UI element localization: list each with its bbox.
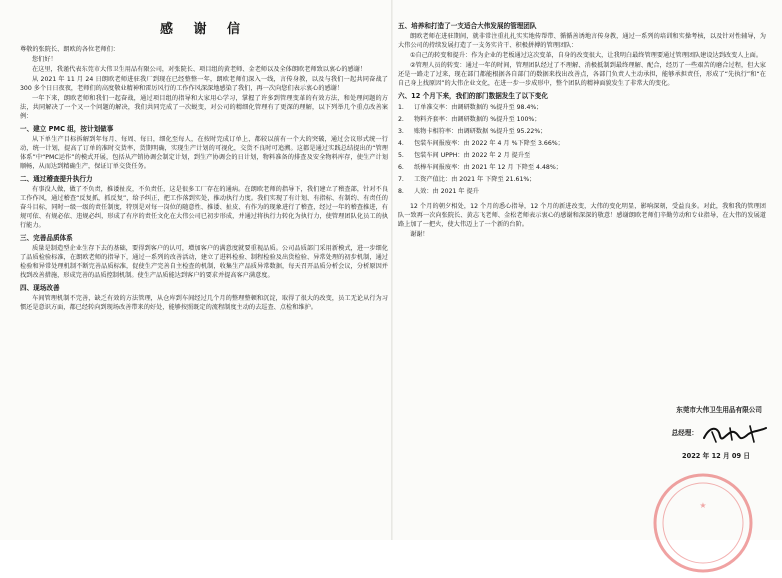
section-5-title: 五、培养和打造了一支适合大伟发展的管理团队 <box>398 22 537 30</box>
section-5-body: 朗欧老师在进驻期间，就非常注重扎扎实实地传帮带、循循善诱地言传身教，通过一系列的培训和实操考核，以及针对性辅导，为大伟公司的持续发展打造了一支务实肯干、积极拼搏的管理团队： <box>398 33 766 49</box>
paragraph-1: 从 2021 年 11 月 24 日朗欧老师进驻我厂到现在已经整整一年，朗欧老师们深入一线，言传身教，以及与我们一起共同奋战了 300 多个日日夜夜，老师们的高度敬业精神和雷厉风行的工作作风深深地感染了我们，再一次向您们表示衷心的感谢！ <box>20 76 388 92</box>
section-4-body: 车间管理机制不完善，缺乏有效的方法管理，从仓库到车间经过几个月的整理整顿和沉淀，取得了很大的改变，员工无论从行为习惯还是意识方面，都已经转向到现场改善带来的好处，能够按照既定的流程制度主动的去巡查、点检和维护。 <box>20 295 388 311</box>
page-fold <box>391 0 393 540</box>
list-item: 8. 人效：由 2021 年 提升 <box>398 188 479 195</box>
svg-text:★: ★ <box>699 501 707 510</box>
section-2-title: 二、通过稽查提升执行力 <box>20 175 93 183</box>
section-5-point-1: ①自己的转变和提升：作为企业的老板通过这次变革，自身的改变很大，让我明白最终管理要通过管理团队建设达到改变人上面。 <box>410 52 763 59</box>
section-1-title: 一、建立 PMC 组，按计划做事 <box>20 125 114 133</box>
list-item: 4. 包装车间报废率：由 2022 年 4 月 %下降至 3.66%； <box>398 140 564 147</box>
section-6-title: 六、12 个月下来，我们的部门数据发生了以下变化 <box>398 92 548 100</box>
section-2-body: 有事没人做，做了不负责，推诿扯皮，不负责任，这是很多工厂存在的通病。在朗欧老师的指导下，我们建立了稽查部，针对不良工作作风，通过稽查“反复抓，抓反复”，给予纠正，把工作落到实处，推动执行力度。我们实现了有计划、有指标、有制约、有责任的奋斗目标，同时一级一级的责任制度，特别是对每一岗位的随意性、推诿、扯皮、有作为的现象进行了稽查，经过一年的稽查推进，有规可依、有规必依、违规必纠，形成了有序的责任文化在大伟公司已初步形成，并通过将执行力转化为执行力，使管理团队化员工的执行能力。 <box>20 186 388 229</box>
general-manager-label: 总经理： <box>671 429 698 437</box>
paragraph-2: 一年下来，朗欧老师和我们一起奋战，通过项目组的指导和大家用心学习，掌握了许多到管理变革的有效方法，和处理问题的方法，共同解决了一个又一个问题的解决，我们共同完成了一次蜕变，对公司的精细化管理有了更深的理解，以下列举几个重点改善案例： <box>20 95 388 120</box>
date: 2022 年 12 月 09 日 <box>682 452 750 460</box>
intro-paragraph: 在这里，我谨代表东莞市大伟卫生用品有限公司，对张院长、项目组的黄老师、金老师以及全体朗欧老师致以衷心的感谢！ <box>32 66 367 73</box>
closing-paragraph: 12 个月的朝夕相处，12 个月的悉心指导，12 个月的新进改变，大伟的变化明显，影响深刻，受益良多。对此，我和我的管理团队一致再一次向张院长、黄志飞老师、金松老师表示衷心的感谢和深深的敬意！感谢朗欧老师们辛勤劳动和专业指导，在大伟的发展道路上加了一把火，使大伟迈上了一个新的台阶。 <box>398 203 766 228</box>
list-item: 6. 纸棒车间报废率：由 2021 年 12 月 下降至 4.48%； <box>398 164 562 171</box>
hello: 您们好！ <box>32 56 57 63</box>
signature-icon <box>700 418 772 448</box>
list-item: 7. 工资产值比：由 2021 年 下降至 21.61%； <box>398 176 536 183</box>
list-item: 5. 包装车间 UPPH：由 2022 年 2 月 提升至 <box>398 152 531 159</box>
section-3-body: 质量是制造型企业生存下去的基础，要得到客户的认可，增加客户的满意度就要重视品质。公司品质部门采用新模式，进一步细化了品质检验标准，在朗欧老师的指导下，通过一系列的改善活动，建立了进料检验、制程检验及出货检验、异常处理的初步机制，通过检验和异常处理机制不断完善品质标准，促使生产完善自主检查的机制，收集生产品质异常数据，每天召开品质分析会议，分析原因并找到改善措施，形成完善的品质控制机制。使生产品质能达到客户的要求并提高客户满意度。 <box>20 245 388 279</box>
list-item: 2. 物料齐套率：由调研数据的 %提升至 100%； <box>398 116 541 123</box>
section-5-point-2: ②管理人员的转变：通过一年的时间，管理团队经过了不理解、消极抵制到最终理解、配合，经历了一些艰苦的磨合过程，但大家还是一路走了过来，现在部门都能根据各自部门的数据来找出改善点，各部门负责人主动承担，能够承担责任，形成了“先执行”和“在自己身上找原因”的大伟企业文化，在进一步一步成形中，整个团队的精神面貌发生了非常大的变化。 <box>398 62 766 87</box>
greeting: 尊敬的张院长、朗欧的各位老师们： <box>20 46 119 53</box>
thanks: 谢谢！ <box>410 231 429 238</box>
company-name: 东莞市大伟卫生用品有限公司 <box>676 406 762 414</box>
left-column <box>20 0 388 540</box>
company-stamp-icon <box>648 468 758 578</box>
section-4-title: 四、现场改善 <box>20 284 60 292</box>
section-1-body: 从下单生产目标拆解到年每月、每周、每日，细化至每人，在按时完成订单上，都较以前有一个大的突破，通过会议形式统一行动，统一计划，提高了订单的准时交货率，货期明确，实现生产计划的可视化，交货不良时可追溯。这都是通过实践总结提出的“管理体系”中“PMC运作”的模式开展，包括从产销协调会制定计划，到生产协调会的日计划，物料准备的排查及安全物料库存，使生产计划顺畅，从而达到精确生产，保证订单交货任务。 <box>20 136 388 170</box>
section-3-title: 三、完善品质体系 <box>20 234 73 242</box>
data-change-list <box>398 102 766 198</box>
list-item: 1. 订单准交率：由调研数据的 %提升至 98.4%； <box>398 104 543 111</box>
list-item: 3. 账物卡相符率：由调研数据 %提升至 95.22%； <box>398 128 547 135</box>
page-title: 感 谢 信 <box>159 22 249 37</box>
